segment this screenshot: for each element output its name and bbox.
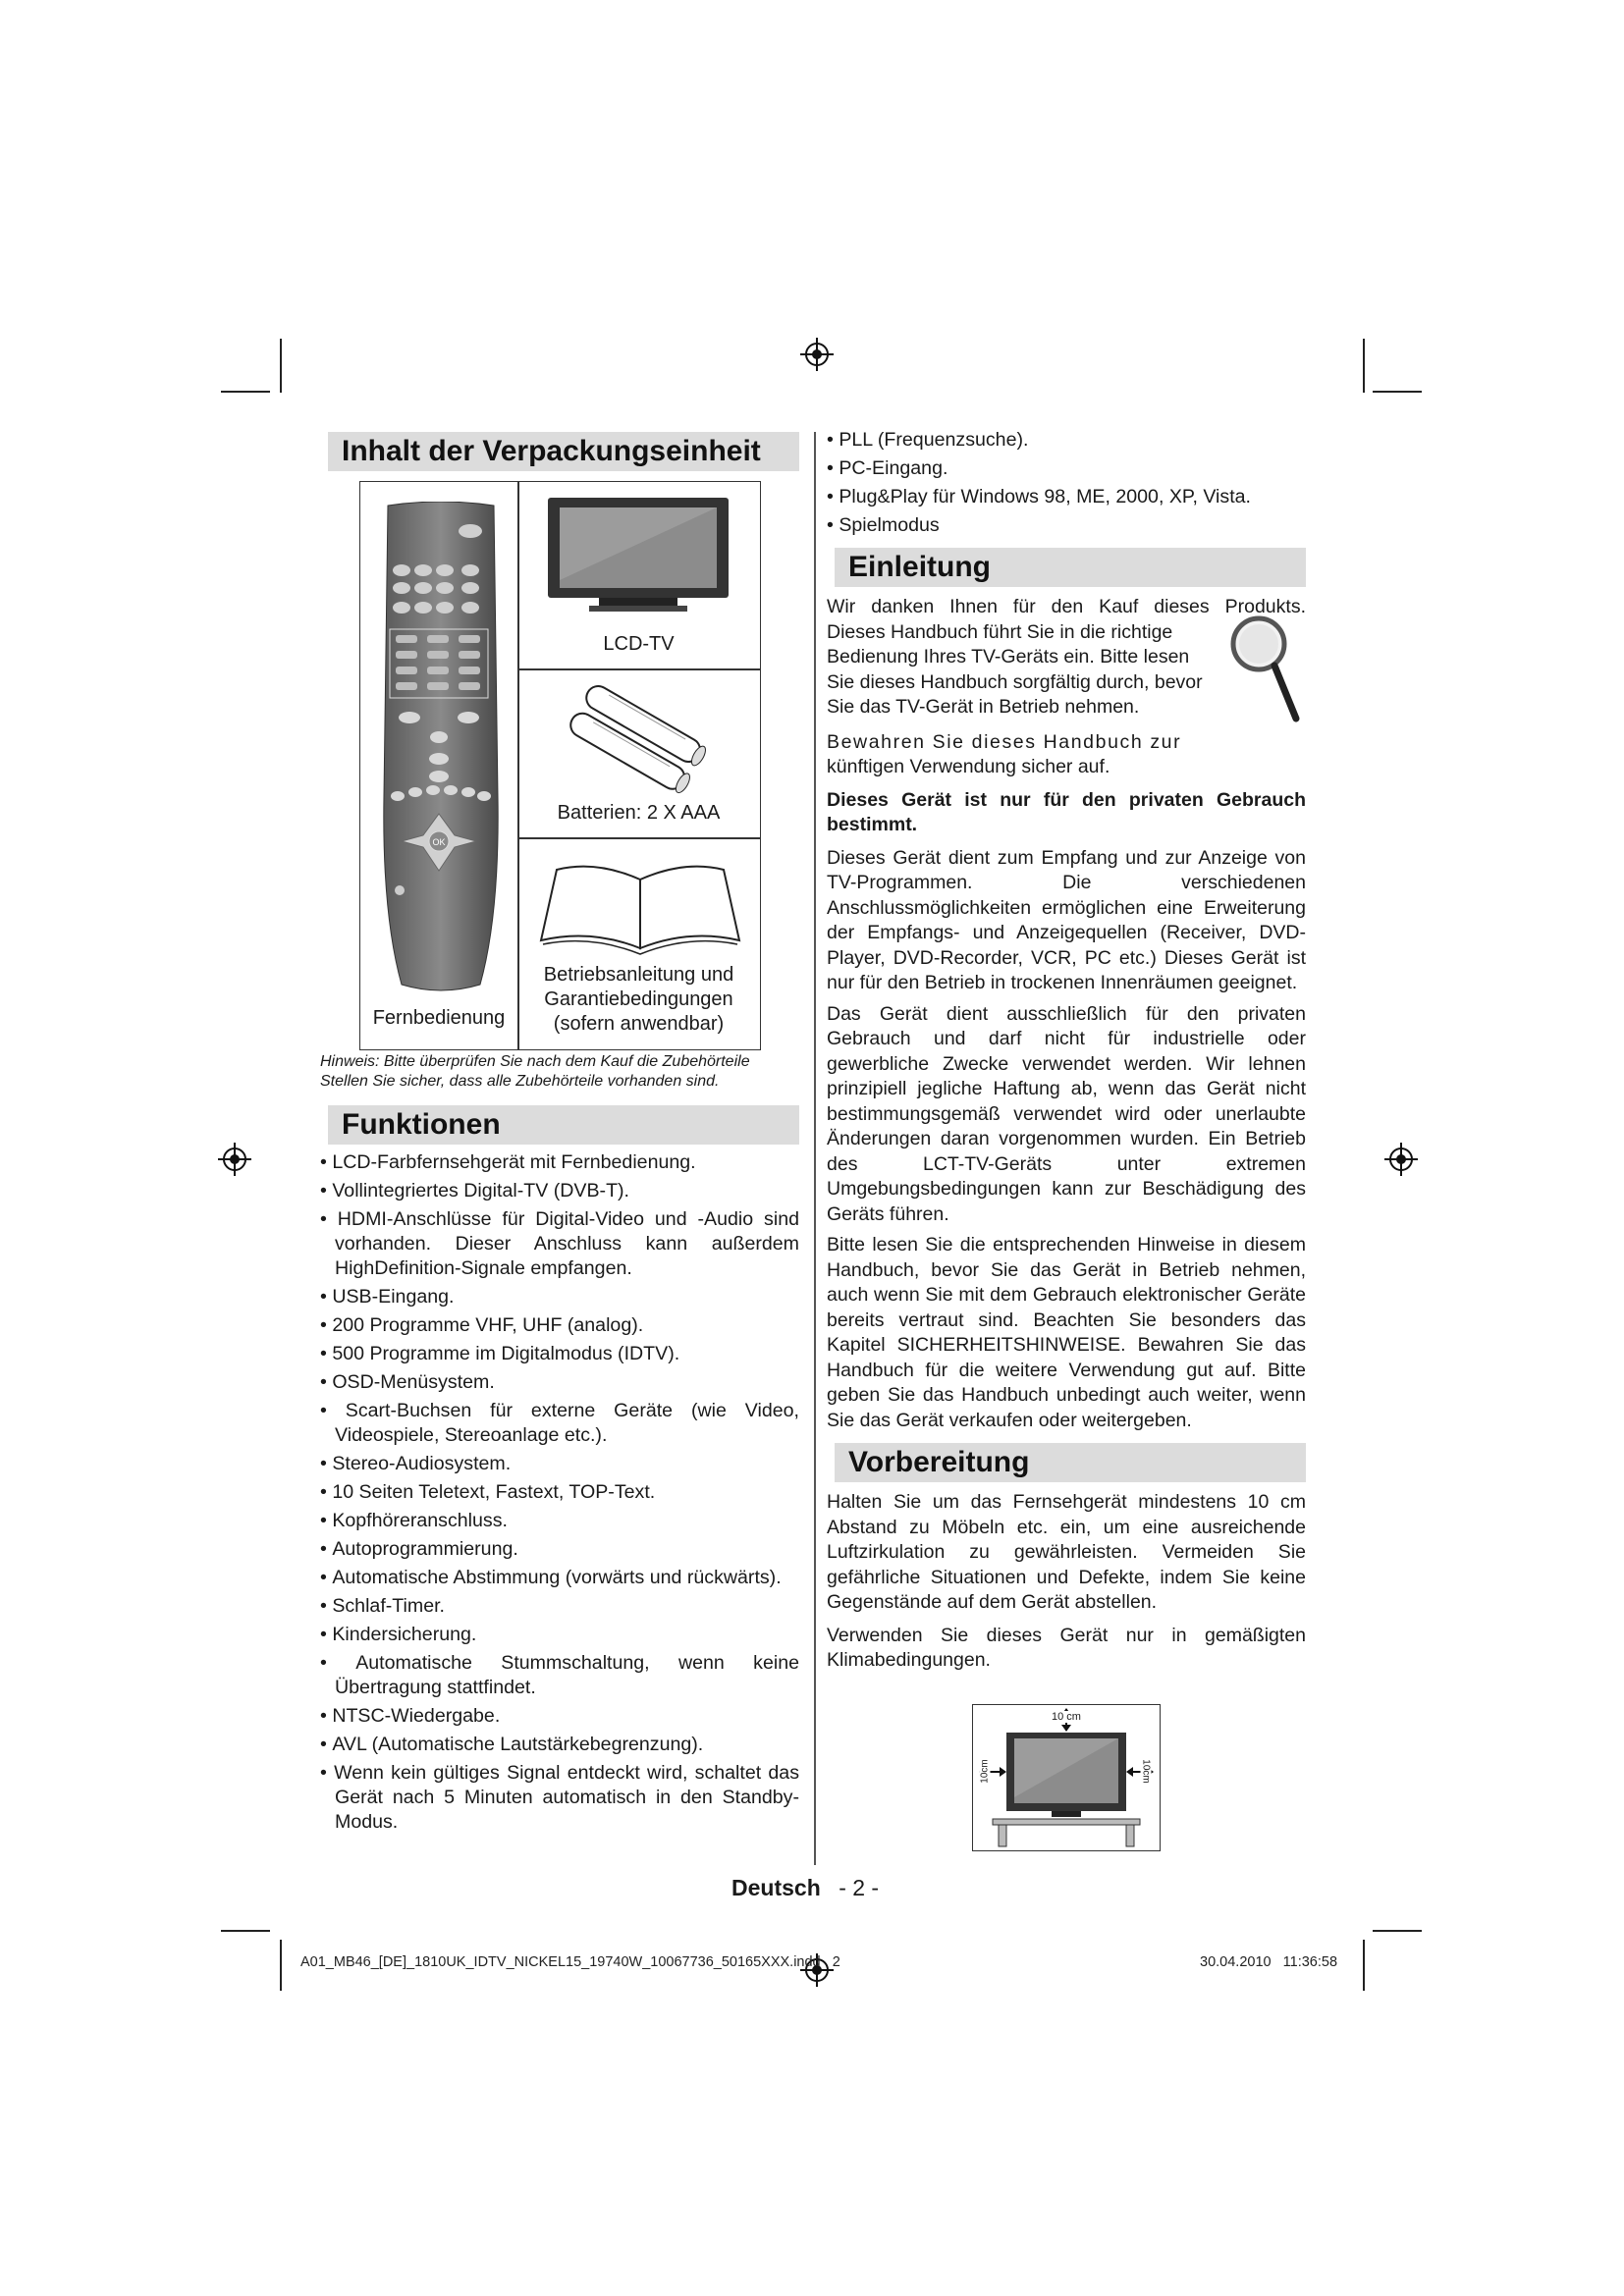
right-column [827, 428, 1306, 1680]
crop-mark [221, 391, 270, 393]
left-column [320, 432, 799, 471]
manual-caption-line-1: Betriebsanleitung und [543, 964, 734, 986]
intro-line: Wir danken Ihnen für den Kauf dieses Produkts. [827, 596, 1306, 617]
list-item: • PLL (Frequenzsuche). [827, 428, 1306, 453]
crop-mark [280, 339, 282, 393]
list-item: • Plug&Play für Windows 98, ME, 2000, XP, Vista. [827, 485, 1306, 509]
registration-mark-icon [800, 338, 834, 371]
einleitung-paragraph-3: Bitte lesen Sie die entsprechenden Hinweise in diesem Handbuch, bevor Sie das Gerät in Betrieb nehmen, auch wenn Sie mit dem Gebrauch elektronischer Geräte bereits vertraut sind. Beachten Sie besonders das Kapitel SICHERHEITSHINWEISE. Bewahren Sie das Handbuch für die weitere Verwendung gut auf. Bitte geben Sie das Handbuch unbedingt auch weiter, wenn Sie das Gerät verkaufen oder weitergeben. [827, 1234, 1306, 1431]
funktionen-title: Funktionen [342, 1108, 501, 1141]
clearance-diagram [972, 1704, 1161, 1851]
package-contents-table [359, 481, 761, 1050]
crop-mark [1373, 1930, 1422, 1932]
lcd-tv-image [540, 492, 736, 619]
vorbereitung-paragraph-1: Halten Sie um das Fernsehgerät mindestens 10 cm Abstand zu Möbeln etc. ein, um eine ausreichende Luftzirkulation zu gewährleisten. Vermeiden Sie gefährliche Situationen und Defekte, indem Sie keine Gegenstände auf dem Gerät abstellen. [827, 1491, 1306, 1613]
list-item: • HDMI-Anschlüsse für Digital-Video und -Audio sind vorhanden. Dieser Anschluss kann außerdem HighDefinition-Signale empfangen. [320, 1207, 799, 1281]
footer-language: Deutsch [731, 1875, 821, 1900]
remote-caption: Fernbedienung [372, 1007, 506, 1029]
crop-mark [221, 1930, 270, 1932]
list-item: • Scart-Buchsen für externe Geräte (wie Video, Videospiele, Stereoanlage etc.). [320, 1399, 799, 1448]
package-note-line: Stellen Sie sicher, dass alle Zubehörteile vorhanden sind. [320, 1073, 720, 1090]
list-item: • Kindersicherung. [320, 1623, 799, 1647]
list-item: • AVL (Automatische Lautstärkebegrenzung). [320, 1733, 799, 1757]
footer-page-number: - 2 - [839, 1875, 880, 1900]
vorbereitung-title: Vorbereitung [848, 1446, 1030, 1478]
tv-clearance-image [973, 1705, 1160, 1850]
package-title: Inhalt der Verpackungseinheit [342, 435, 761, 467]
list-item: • Automatische Stummschaltung, wenn keine Übertragung stattfindet. [320, 1651, 799, 1700]
private-use-notice: Dieses Gerät ist nur für den privaten Gebrauch bestimmt. [827, 788, 1306, 835]
list-item: • Stereo-Audiosystem. [320, 1452, 799, 1476]
crop-mark [1363, 1940, 1365, 1991]
column-divider [814, 432, 816, 1865]
keep-line: Bewahren Sie dieses Handbuch zur [827, 730, 1182, 753]
registration-mark-icon [1384, 1143, 1418, 1176]
clearance-right-label: 10cm [1141, 1752, 1152, 1791]
manual-book-image [537, 850, 743, 958]
list-item: • Kopfhöreranschluss. [320, 1509, 799, 1533]
manual-caption-line-2: Garantiebedingungen [544, 988, 733, 1010]
magnifier-icon [1229, 613, 1303, 725]
tv-caption: LCD-TV [603, 633, 675, 655]
registration-mark-icon [218, 1143, 251, 1176]
list-item: • PC-Eingang. [827, 456, 1306, 481]
keep-line: künftigen Verwendung sicher auf. [827, 756, 1110, 777]
feature-list [320, 1150, 799, 1835]
intro-line: Bedienung Ihres TV-Geräts ein. Bitte lesen [827, 646, 1190, 667]
page-footer [731, 1875, 879, 1901]
feature-list-continued [827, 428, 1306, 538]
einleitung-heading [827, 548, 1306, 587]
list-item: • Automatische Abstimmung (vorwärts und rückwärts). [320, 1566, 799, 1590]
package-heading [320, 432, 799, 471]
keep-paragraph [827, 730, 1306, 780]
clearance-left-label: 10cm [980, 1752, 991, 1791]
manual-caption-line-3: (sofern anwendbar) [553, 1013, 725, 1035]
list-item: • Spielmodus [827, 513, 1306, 538]
slug-date: 30.04.2010 11:36:58 [1200, 1954, 1338, 1970]
crop-mark [1363, 339, 1365, 393]
package-note [320, 1052, 801, 1092]
list-item: • OSD-Menüsystem. [320, 1370, 799, 1395]
clearance-top-label: 10 cm [1042, 1711, 1091, 1723]
funktionen-heading [320, 1105, 799, 1145]
list-item: • Autoprogrammierung. [320, 1537, 799, 1562]
einleitung-title: Einleitung [848, 551, 991, 583]
crop-mark [1373, 391, 1422, 393]
vorbereitung-paragraph-2: Verwenden Sie dieses Gerät nur in gemäßigten Klimabedingungen. [827, 1624, 1306, 1671]
list-item: • NTSC-Wiedergabe. [320, 1704, 799, 1729]
intro-line: Sie dieses Handbuch sorgfältig durch, bevor [827, 670, 1203, 693]
remote-control-image [378, 502, 504, 992]
intro-line: Sie das TV-Gerät in Betrieb nehmen. [827, 696, 1140, 718]
list-item: • LCD-Farbfernsehgerät mit Fernbedienung. [320, 1150, 799, 1175]
list-item: • Vollintegriertes Digital-TV (DVB-T). [320, 1179, 799, 1203]
list-item: • Wenn kein gültiges Signal entdeckt wird, schaltet das Gerät nach 5 Minuten automatisch in den Standby-Modus. [320, 1761, 799, 1835]
einleitung-paragraph-1: Dieses Gerät dient zum Empfang und zur Anzeige von TV-Programmen. Die verschiedenen Anschlussmöglichkeiten ermöglichen eine Erweiterung der Empfangs- und Anzeigequellen (Receiver, DVD-Player, DVD-Recorder, VCR, PC etc.) Dieses Gerät ist nur für den Betrieb in trockenen Innenräumen geeignet. [827, 846, 1306, 993]
remote-ok-button: OK [432, 837, 446, 847]
vorbereitung-heading [827, 1443, 1306, 1482]
package-note-line: Hinweis: Bitte überprüfen Sie nach dem Kauf die Zubehörteile [320, 1053, 750, 1070]
funktionen-section [320, 1105, 799, 1839]
intro-line: Dieses Handbuch führt Sie in die richtige [827, 620, 1173, 643]
slug-filename: A01_MB46_[DE]_1810UK_IDTV_NICKEL15_19740W_10067736_50165XXX.indd 2 [300, 1954, 840, 1970]
list-item: • 500 Programme im Digitalmodus (IDTV). [320, 1342, 799, 1366]
batteries-image [562, 683, 719, 796]
list-item: • USB-Eingang. [320, 1285, 799, 1309]
list-item: • Schlaf-Timer. [320, 1594, 799, 1619]
batteries-caption: Batterien: 2 X AAA [557, 802, 721, 824]
crop-mark [280, 1940, 282, 1991]
list-item: • 200 Programme VHF, UHF (analog). [320, 1313, 799, 1338]
einleitung-paragraph-2: Das Gerät dient ausschließlich für den privaten Gebrauch und darf nicht für industrielle oder gewerbliche Zwecke verwendet werden. Wir lehnen prinzipiell jegliche Haftung ab, wenn das Gerät nicht bestimmungsgemäß verwendet wird oder unerlaubte Änderungen daran vorgenommen wurden. Ein Betrieb des LCT-TV-Geräts unter extremen Umgebungsbedingungen kann zur Beschädigung des Geräts führen. [827, 1002, 1306, 1225]
list-item: • 10 Seiten Teletext, Fastext, TOP-Text. [320, 1480, 799, 1505]
